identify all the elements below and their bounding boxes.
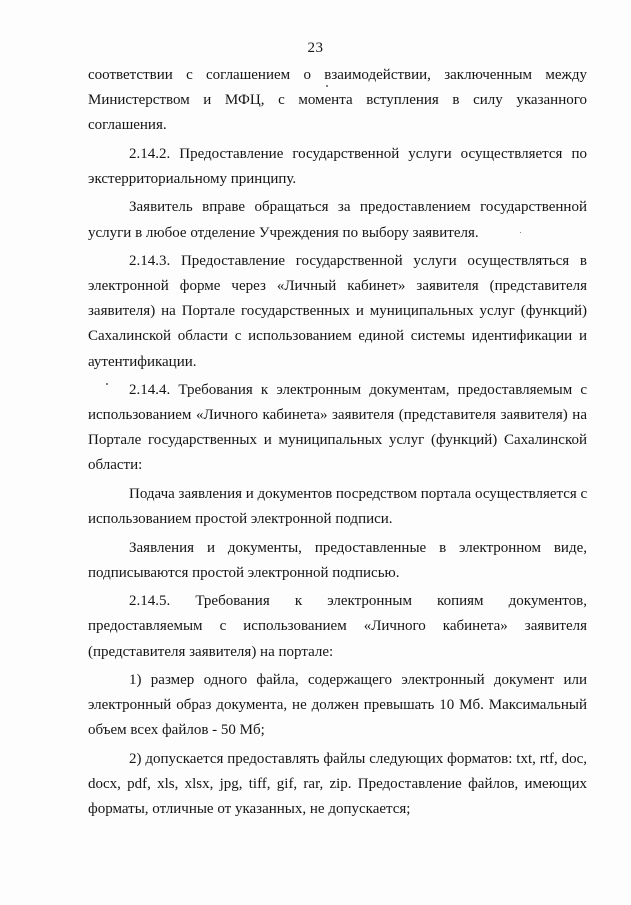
body-text [88,63,587,822]
scan-speck [106,383,108,385]
text-line: docx, pdf, xls, xlsx, jpg, tiff, gif, rar, zip. Предоставление файлов, имеющих [88,776,587,793]
text-line: Министерством и МФЦ, с момента вступления в силу указанного [88,92,587,109]
text-line: (представителя заявителя) на портале: [88,643,334,660]
page-number: 23 [307,40,324,56]
text-line: Сахалинской области с использованием единой системы идентификации и [88,328,587,345]
text-line: электронной форме через «Личный кабинет» заявителя (представителя [88,278,587,295]
text-line: форматы, отличные от указанных, не допускается; [88,801,411,818]
text-line: объем всех файлов - 50 Мб; [88,722,265,739]
text-line: использованием простой электронной подписи. [88,511,393,528]
text-line: 2.14.3. Предоставление государственной услуги осуществляться в [129,253,587,270]
text-line: 1) размер одного файла, содержащего электронный документ или [129,672,587,689]
scan-speck [326,85,328,87]
text-line: Заявления и документы, предоставленные в электронном виде, [129,539,587,556]
text-line: Подача заявления и документов посредством портала осуществляется с [129,486,588,502]
scan-speck [520,232,521,233]
text-line: 2.14.2. Предоставление государственной услуги осуществляется по [129,145,587,162]
text-line: 2) допускается предоставлять файлы следующих форматов: txt, rtf, doc, [129,750,587,767]
text-line: экстерриториальному принципу. [88,170,297,187]
text-line: использованием «Личного кабинета» заявителя (представителя заявителя) на [88,407,587,424]
text-line: электронный образ документа, не должен превышать 10 Мб. Максимальный [88,697,587,714]
text-line: Портале государственных и муниципальных услуг (функций) Сахалинской [88,432,587,449]
text-line: подписываются простой электронной подписью. [88,564,400,581]
text-line: соглашения. [88,117,167,134]
text-line: Заявитель вправе обращаться за предоставлением государственной [129,199,587,216]
text-line: услуги в любое отделение Учреждения по выбору заявителя. [88,224,479,241]
text-line: заявителя) на Портале государственных и муниципальных услуг (функций) [88,303,587,320]
text-line: 2.14.5. Требования к электронным копиям документов, [129,593,587,610]
text-line: аутентификации. [88,353,197,370]
text-line: соответствии с соглашением о взаимодействии, заключенным между [88,67,587,83]
text-line: предоставляемым с использованием «Личного кабинета» заявителя [88,618,587,635]
text-line: 2.14.4. Требования к электронным документам, предоставляемым с [129,382,587,399]
text-line: области: [88,457,143,474]
